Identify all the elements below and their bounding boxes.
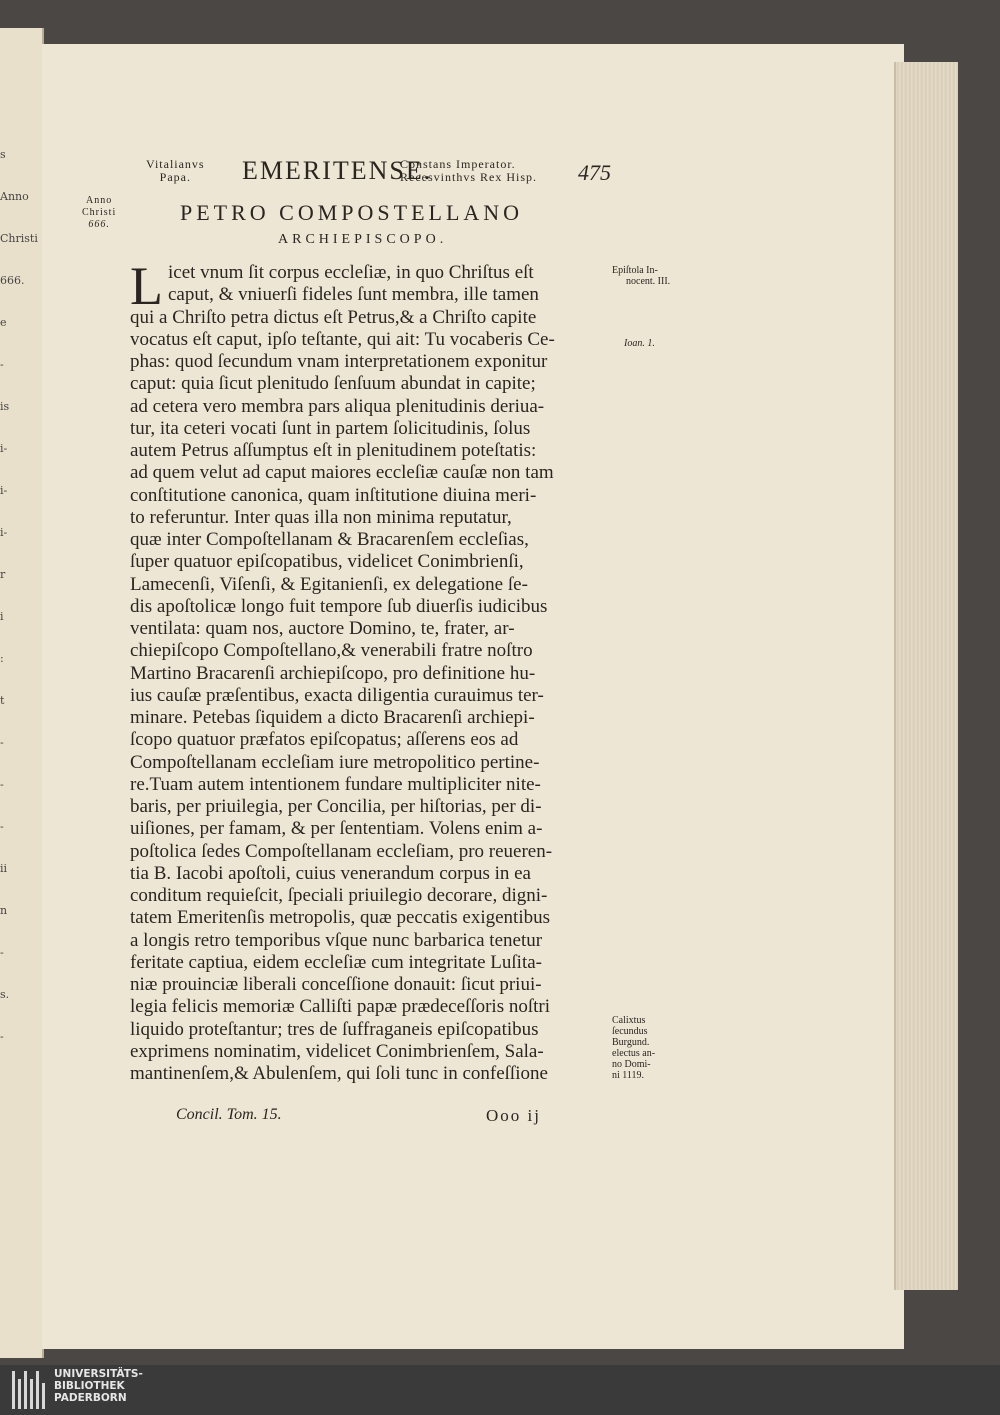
left-page-fragment: ii	[0, 862, 8, 875]
left-page-fragment: s.	[0, 988, 10, 1001]
text-line: tur, ita ceteri vocati ſunt in partem ſolicitudinis, ſolus	[130, 417, 531, 439]
left-page-fragment: s	[0, 148, 6, 161]
text-line: conditum requieſcit, ſpeciali priuilegio decorare, digni-	[130, 885, 548, 906]
running-header	[0, 158, 1000, 198]
anno-line: Christi	[82, 207, 117, 218]
footer-signature-mark: Ooo ij	[486, 1106, 541, 1125]
text-line: exprimens nominatim, videlicet Conimbrienſem, Sala-	[130, 1040, 544, 1062]
marginal-line: Epiſtola In-	[612, 265, 658, 276]
text-line: uiſiones, per famam, & per ſententiam. Volens enim a-	[130, 818, 543, 840]
header-emperor: Constans Imperator.	[400, 157, 516, 171]
marginal-note-epistola	[612, 265, 670, 287]
text-line: Martino Bracarenſi archiepiſcopo, pro definitione hu-	[130, 662, 536, 684]
text-line: ad quem velut ad caput maiores eccleſiæ cauſæ non tam	[130, 462, 554, 484]
text-line: ius cauſæ præſentibus, exacta diligentia curauimus ter-	[130, 684, 544, 706]
marginal-line: Burgund.	[612, 1037, 650, 1048]
library-banner	[0, 1365, 1000, 1415]
library-name-line: UNIVERSITÄTS-	[54, 1368, 143, 1380]
text-line: ſcopo quatuor præfatos epiſcopatus; aſſerens eos ad	[130, 729, 519, 751]
text-line: ſuper quatuor epiſcopatibus, videlicet Conimbrienſi,	[130, 551, 524, 573]
left-page-fragment: -	[0, 820, 4, 833]
left-page-fragment: n	[0, 904, 8, 917]
text-line: to referuntur. Inter quas illa non minima reputatur,	[130, 506, 512, 528]
text-line: ventilata: quam nos, auctore Domino, te, frater, ar-	[130, 618, 515, 639]
marginal-note-calixtus	[612, 1015, 655, 1081]
text-line: tia B. Iacobi apoſtoli, cuius venerandum corpus in ea	[130, 862, 531, 884]
header-left	[146, 158, 205, 184]
text-line: quæ inter Compoſtellanam & Bracarenſem eccleſias,	[130, 529, 529, 550]
marginal-note-ioan	[624, 338, 655, 349]
left-page-fragment: i-	[0, 526, 8, 539]
drop-cap: L	[130, 256, 163, 316]
left-page-fragment: is	[0, 400, 10, 413]
left-page-fragment: Anno	[0, 190, 29, 203]
marginal-line: no Domi-	[612, 1059, 651, 1070]
left-page-fragment: i-	[0, 484, 8, 497]
header-right	[400, 158, 537, 184]
left-page-fragment: i-	[0, 442, 8, 455]
page-edges	[894, 62, 958, 1290]
text-line: caput, & vniuerſi fideles ſunt membra, ille tamen	[168, 284, 539, 306]
left-page-fragment: Christi	[0, 232, 38, 245]
page-number: 475	[578, 160, 611, 185]
left-page-fragment: r	[0, 568, 6, 581]
marginal-line: electus an-	[612, 1048, 656, 1059]
library-logo-icon	[12, 1371, 46, 1409]
text-line: a longis retro temporibus vſque nunc barbarica tenetur	[130, 929, 543, 951]
marginal-line: Calixtus	[612, 1015, 646, 1026]
text-line: poſtolica ſedes Compoſtellanam eccleſiam, pro reueren-	[130, 840, 553, 862]
text-line: conſtitutione canonica, quam inſtitutione diuina meri-	[130, 484, 537, 506]
letter-addressee: PETRO COMPOSTELLANO	[180, 200, 524, 225]
text-line: feritate captiua, eidem eccleſiæ cum integritate Luſita-	[130, 951, 542, 973]
left-page-fragment: e	[0, 316, 7, 329]
left-page-fragment: 666.	[0, 274, 25, 287]
letter-addressee-title: ARCHIEPISCOPO.	[278, 232, 448, 247]
left-page-fragment: -	[0, 778, 4, 791]
left-page-fragment: -	[0, 736, 4, 749]
header-king: Recesvinthvs Rex Hisp.	[400, 170, 537, 184]
left-page-edge	[0, 28, 44, 1358]
library-name-line: BIBLIOTHEK	[54, 1380, 125, 1392]
header-title: EMERITENSE.	[242, 156, 433, 185]
text-line: legia felicis memoriæ Calliſti papæ prædeceſſoris noſtri	[130, 996, 551, 1018]
text-line: niæ prouinciæ liberali conceſſione donauit: ſicut priui-	[130, 974, 542, 995]
text-line: autem Petrus aſſumptus eſt in plenitudinem poteſtatis:	[130, 440, 537, 461]
text-line: re.Tuam autem intentionem fundare multipliciter nite-	[130, 773, 541, 795]
text-line: Lamecenſi, Viſenſi, & Egitanienſi, ex delegatione ſe-	[130, 573, 528, 595]
text-line: dis apoſtolicæ longo fuit tempore ſub diuerſis iudicibus	[130, 595, 548, 617]
text-line: Compoſtellanam eccleſiam iure metropolitico pertine-	[130, 751, 540, 773]
text-line: minare. Petebas ſiquidem a dicto Bracarenſi archiepi-	[130, 707, 535, 728]
anno-year: 666.	[88, 219, 110, 230]
footer-volume: Concil. Tom. 15.	[176, 1106, 282, 1123]
left-page-fragment: -	[0, 1030, 4, 1043]
text-line: vocatus eſt caput, ipſo teſtante, qui ait: Tu vocaberis Ce-	[130, 328, 555, 350]
text-line: icet vnum ſit corpus eccleſiæ, in quo Chriſtus eſt	[168, 262, 534, 283]
left-page-fragment: t	[0, 694, 5, 707]
library-name-line: PADERBORN	[54, 1392, 127, 1404]
text-line: mantinenſem,& Abulenſem, qui ſoli tunc in confeſſione	[130, 1063, 548, 1084]
marginal-line: ni 1119.	[612, 1070, 645, 1081]
marginal-line: ſecundus	[612, 1026, 648, 1037]
header-pope: Vitalianvs	[146, 157, 205, 171]
text-line: baris, per priuilegia, per Concilia, per hiſtorias, per di-	[130, 796, 542, 817]
text-line: caput: quia ſicut plenitudo ſenſuum abundat in capite;	[130, 373, 536, 395]
left-page-fragment: -	[0, 358, 4, 371]
library-name	[54, 1368, 143, 1404]
left-page-fragment: :	[0, 652, 4, 665]
marginal-line: nocent. III.	[626, 276, 671, 287]
letter-body	[130, 256, 610, 1085]
anno-line: Anno	[86, 195, 113, 206]
header-papa: Papa.	[159, 170, 191, 184]
text-line: phas: quod ſecundum vnam interpretationem exponitur	[130, 351, 548, 372]
left-page-fragment: -	[0, 946, 4, 959]
text-line: ad cetera vero membra pars aliqua plenitudinis deriua-	[130, 395, 545, 417]
anno-christi	[82, 195, 116, 231]
text-line: tatem Emeritenſis metropolis, quæ peccatis exigentibus	[130, 907, 551, 929]
text-line: chiepiſcopo Compoſtellano,& venerabili fratre noſtro	[130, 640, 533, 662]
left-page-fragment: i	[0, 610, 4, 623]
marginal-line: Ioan. 1.	[624, 338, 655, 349]
text-line: qui a Chriſto petra dictus eſt Petrus,& a Chriſto capite	[130, 306, 537, 328]
text-line: liquido proteſtantur; tres de ſuffraganeis epiſcopatibus	[130, 1018, 539, 1040]
